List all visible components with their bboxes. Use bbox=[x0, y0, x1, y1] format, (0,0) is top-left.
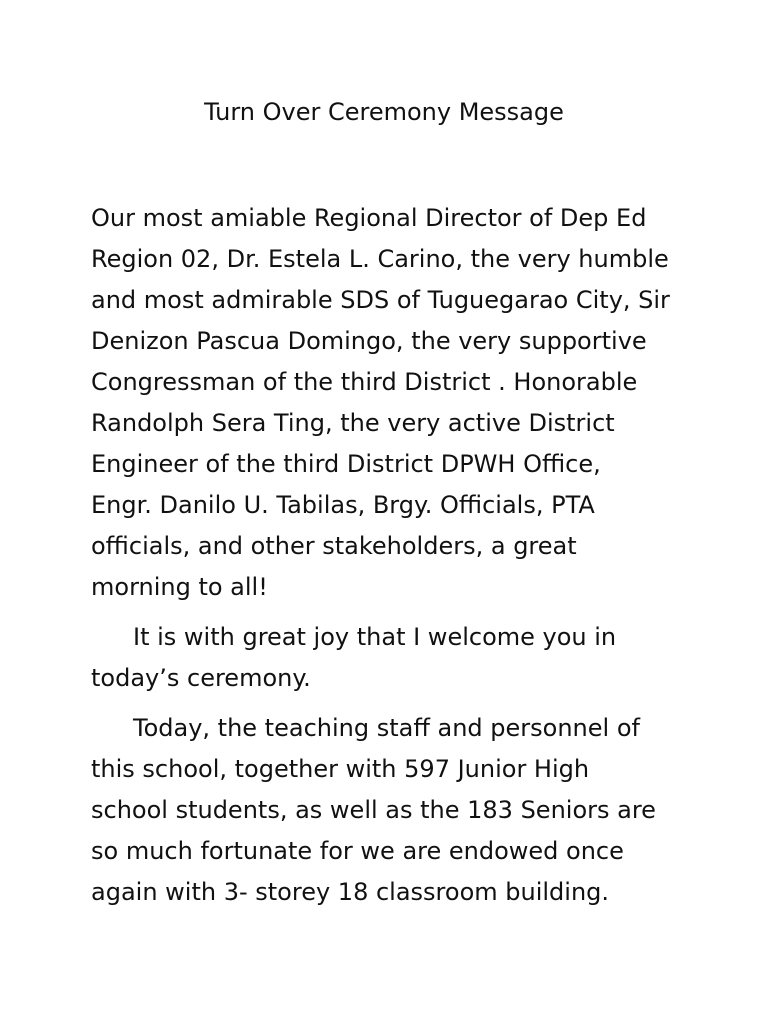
text-line: again with 3- storey 18 classroom building. bbox=[91, 878, 610, 906]
greeting-paragraph bbox=[91, 198, 691, 608]
text-line: It is with great joy that I welcome you in bbox=[133, 623, 617, 651]
announcement-paragraph bbox=[91, 708, 691, 913]
text-line: Today, the teaching staff and personnel of bbox=[133, 714, 640, 742]
text-line: Engr. Danilo U. Tabilas, Brgy. Officials, PTA bbox=[91, 491, 595, 519]
text-line: morning to all! bbox=[91, 573, 268, 601]
text-line: Our most amiable Regional Director of Dep Ed bbox=[91, 204, 647, 232]
text-line: Randolph Sera Ting, the very active District bbox=[91, 409, 615, 437]
text-line: school students, as well as the 183 Seniors are bbox=[91, 796, 656, 824]
text-line: and most admirable SDS of Tuguegarao City, Sir bbox=[91, 286, 670, 314]
document-body bbox=[91, 198, 691, 913]
text-line: Region 02, Dr. Estela L. Carino, the very humble bbox=[91, 245, 669, 273]
text-line: Congressman of the third District . Honorable bbox=[91, 368, 638, 396]
document-title: Turn Over Ceremony Message bbox=[204, 98, 564, 126]
welcome-paragraph bbox=[91, 617, 691, 699]
text-line: so much fortunate for we are endowed once bbox=[91, 837, 624, 865]
text-line: Denizon Pascua Domingo, the very supportive bbox=[91, 327, 647, 355]
text-line: officials, and other stakeholders, a great bbox=[91, 532, 577, 560]
text-line: this school, together with 597 Junior High bbox=[91, 755, 590, 783]
text-line: today’s ceremony. bbox=[91, 664, 311, 692]
text-line: Engineer of the third District DPWH Office, bbox=[91, 450, 601, 478]
